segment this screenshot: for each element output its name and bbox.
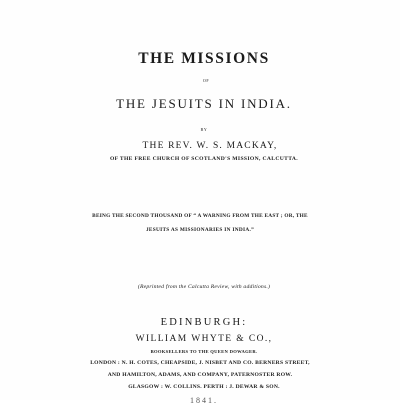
publication-city: EDINBURGH: [160,317,248,328]
by-line: BY [200,127,208,132]
publisher-name: WILLIAM WHYTE & CO., [135,334,273,344]
author-name: THE REV. W. S. MACKAY, [142,141,278,151]
publication-year: 1841. [190,396,218,405]
title-connector: OF [202,78,210,83]
glasgow-perth-distributors: GLASGOW : W. COLLINS. PERTH : J. DEWAR & SON. [128,384,280,390]
book-title: THE MISSIONS [138,50,270,67]
london-distributors-line-2: AND HAMILTON, ADAMS, AND COMPANY, PATERNOSTER ROW. [107,372,293,378]
reprint-note: (Reprinted from the Calcutta Review, with additions.) [137,284,271,290]
book-subtitle: THE JESUITS IN INDIA. [116,96,292,111]
london-distributors-line-1: LONDON : N. H. COTES, CHEAPSIDE, J. NISBET AND CO. BERNERS STREET, [90,360,310,366]
author-affiliation: OF THE FREE CHURCH OF SCOTLAND'S MISSION, CALCUTTA. [109,156,298,162]
edition-note-line-1: BEING THE SECOND THOUSAND OF “ A WARNING FROM THE EAST ; OR, THE [92,213,308,219]
bookseller-note: BOOKSELLERS TO THE QUEEN DOWAGER. [150,349,258,354]
edition-note-line-2: JESUITS AS MISSIONARIES IN INDIA.” [145,227,255,233]
